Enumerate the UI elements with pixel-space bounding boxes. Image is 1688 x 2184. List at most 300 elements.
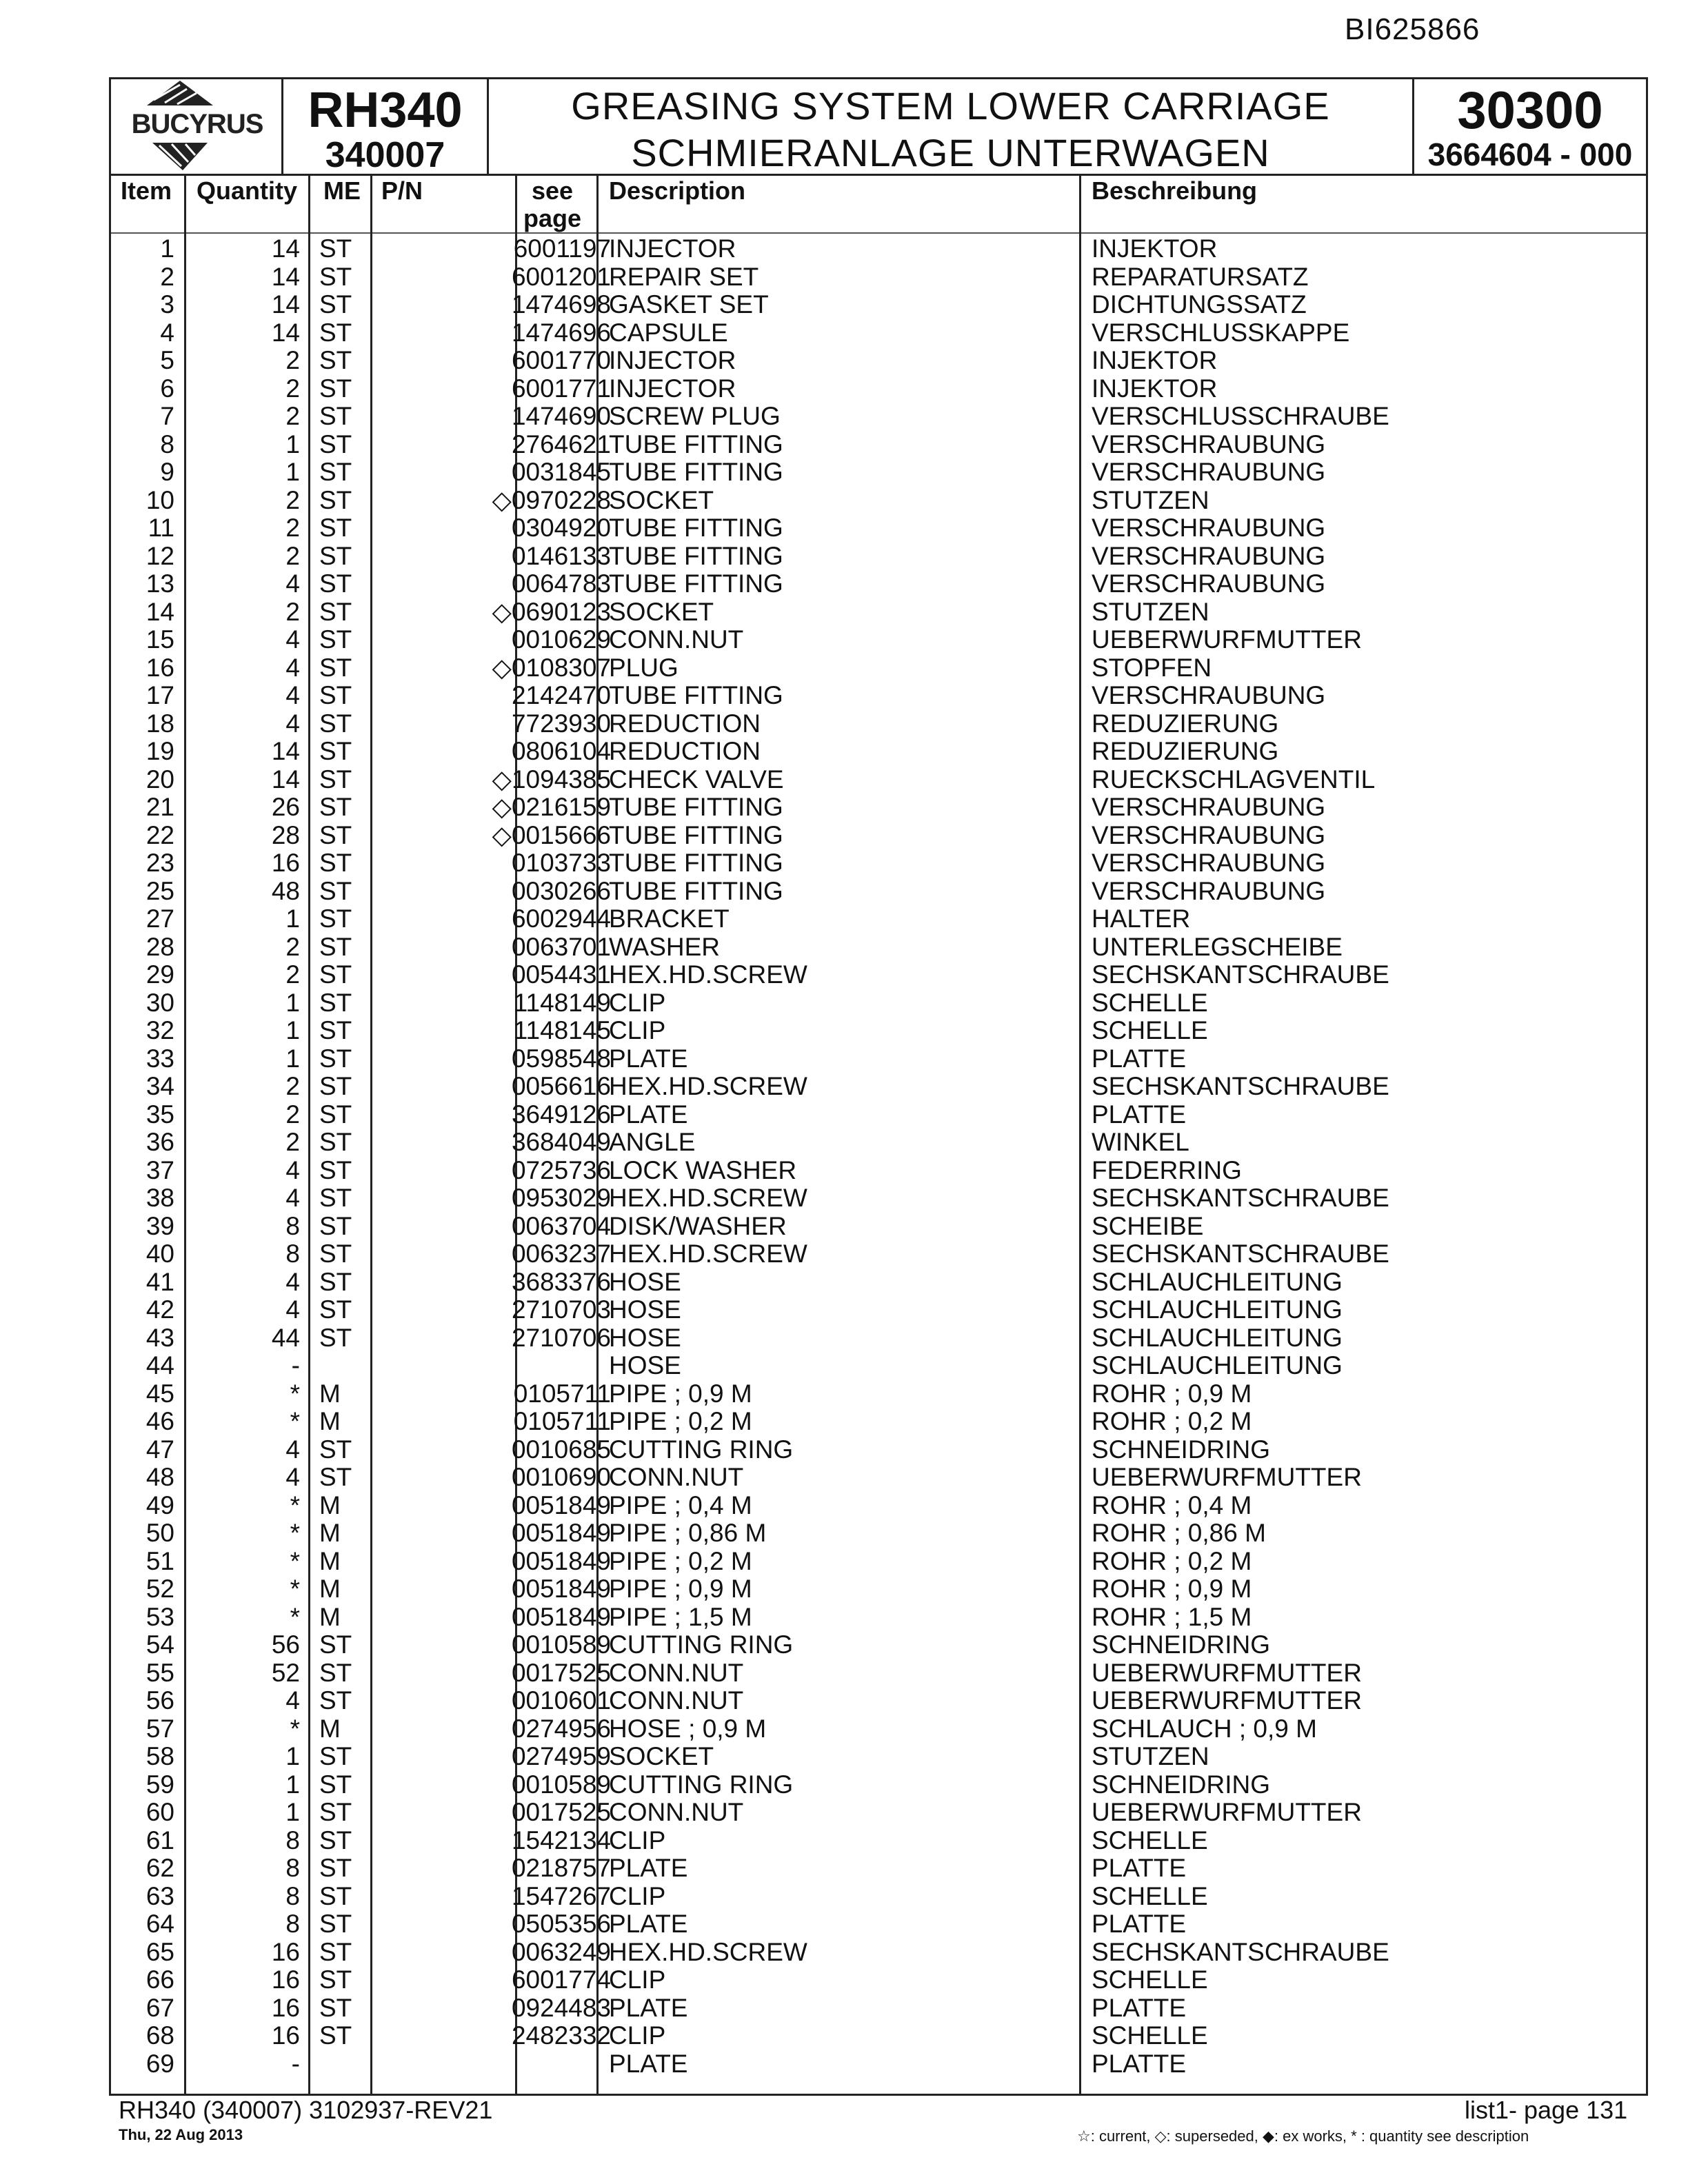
description-de: RUECKSCHLAGVENTIL	[1092, 765, 1376, 793]
item-number: 61	[145, 1826, 174, 1854]
description-de: PLATTE	[1092, 1910, 1187, 1938]
description-de: SECHSKANTSCHRAUBE	[1092, 1072, 1389, 1100]
part-number: 0054431	[511, 960, 611, 989]
description-de: VERSCHRAUBUNG	[1092, 514, 1326, 542]
description-de: SECHSKANTSCHRAUBE	[1092, 1240, 1389, 1268]
description-de: INJEKTOR	[1092, 374, 1218, 403]
part-number: 0051849	[511, 1490, 611, 1519]
item-number: 64	[145, 1910, 174, 1938]
description-en: CLIP	[609, 1016, 666, 1044]
description-de: SCHELLE	[1092, 1826, 1208, 1854]
description-en: CHECK VALVE	[609, 765, 784, 793]
table-row	[111, 1017, 1646, 1045]
unit: M	[319, 1379, 341, 1408]
item-number: 41	[145, 1267, 174, 1296]
unit: ST	[319, 960, 352, 989]
table-row	[111, 1883, 1646, 1911]
part-number: 0725736	[511, 1155, 611, 1184]
quantity: 14	[271, 290, 300, 318]
description-de: DICHTUNGSSATZ	[1092, 290, 1307, 318]
unit: ST	[319, 1798, 352, 1826]
table-row	[111, 2050, 1646, 2079]
description-en: ANGLE	[609, 1128, 696, 1156]
table-row	[111, 878, 1646, 906]
unit: ST	[319, 709, 352, 738]
document-id: BI625866	[1345, 12, 1480, 46]
description-en: PLATE	[609, 2049, 688, 2078]
col-header-see-page	[523, 176, 582, 232]
footer-page-number: list1- page 131	[1465, 2096, 1628, 2124]
description-de: VERSCHLUSSCHRAUBE	[1092, 402, 1389, 430]
quantity: 2	[285, 1128, 300, 1156]
table-row	[111, 1771, 1646, 1799]
quantity: 14	[271, 234, 300, 263]
item-number: 4	[160, 318, 174, 347]
quantity: 1	[285, 1016, 300, 1044]
table-row	[111, 626, 1646, 654]
description-de: ROHR ; 0,9 M	[1092, 1575, 1252, 1603]
quantity: 8	[285, 1826, 300, 1854]
quantity: 14	[271, 318, 300, 347]
description-en: CLIP	[609, 2021, 666, 2050]
unit: ST	[319, 1044, 352, 1073]
description-en: INJECTOR	[609, 346, 736, 374]
description-en: REDUCTION	[609, 709, 761, 738]
part-number: ◇0015666	[492, 820, 611, 849]
unit: ST	[319, 1240, 352, 1268]
unit: M	[319, 1714, 341, 1743]
unit: ST	[319, 737, 352, 765]
description-en: PLATE	[609, 1910, 688, 1938]
table-row	[111, 766, 1646, 794]
table-row	[111, 1687, 1646, 1715]
header-row	[111, 79, 1646, 176]
part-number: 2710703	[511, 1295, 611, 1324]
description-en: HOSE	[609, 1323, 681, 1352]
description-de: UEBERWURFMUTTER	[1092, 625, 1362, 654]
description-en: HEX.HD.SCREW	[609, 960, 807, 989]
item-number: 59	[145, 1770, 174, 1799]
part-number: 0010589	[511, 1630, 611, 1659]
description-de: STUTZEN	[1092, 1742, 1209, 1770]
unit: ST	[319, 1267, 352, 1296]
description-en: CUTTING RING	[609, 1435, 794, 1464]
description-de: VERSCHRAUBUNG	[1092, 541, 1326, 570]
description-de: SCHELLE	[1092, 2021, 1208, 2050]
table-row	[111, 1240, 1646, 1268]
item-number: 44	[145, 1351, 174, 1379]
header-divider	[111, 232, 1646, 234]
description-en: PLUG	[609, 653, 679, 682]
quantity: *	[290, 1379, 300, 1408]
description-de: SECHSKANTSCHRAUBE	[1092, 960, 1389, 989]
unit: ST	[319, 485, 352, 514]
part-number: 0010690	[511, 1463, 611, 1491]
quantity: 28	[271, 820, 300, 849]
item-number: 53	[145, 1602, 174, 1631]
unit: ST	[319, 1155, 352, 1184]
table-row	[111, 654, 1646, 682]
item-number: 60	[145, 1798, 174, 1826]
table-row	[111, 905, 1646, 933]
quantity: 2	[285, 541, 300, 570]
item-number: 6	[160, 374, 174, 403]
item-number: 62	[145, 1854, 174, 1882]
unit: ST	[319, 1128, 352, 1156]
unit: ST	[319, 234, 352, 263]
description-en: REDUCTION	[609, 737, 761, 765]
quantity: 1	[285, 458, 300, 486]
item-number: 48	[145, 1463, 174, 1491]
footer-date: Thu, 22 Aug 2013	[119, 2126, 243, 2143]
model-name: RH340	[308, 83, 463, 138]
quantity: 8	[285, 1854, 300, 1882]
item-number: 68	[145, 2021, 174, 2050]
item-number: 35	[145, 1100, 174, 1129]
description-en: TUBE FITTING	[609, 876, 783, 905]
unit: ST	[319, 262, 352, 291]
quantity: 16	[271, 1937, 300, 1966]
description-en: TUBE FITTING	[609, 820, 783, 849]
description-en: INJECTOR	[609, 234, 736, 263]
part-number: 7723930	[511, 709, 611, 738]
description-de: ROHR ; 1,5 M	[1092, 1602, 1252, 1631]
part-number: 6001774	[511, 1965, 611, 1994]
quantity: 8	[285, 1211, 300, 1240]
table-row	[111, 1184, 1646, 1213]
parts-list-frame	[109, 77, 1648, 2096]
item-number: 55	[145, 1658, 174, 1687]
description-en: REPAIR SET	[609, 262, 759, 291]
table-row	[111, 1910, 1646, 1939]
part-number: 0031845	[511, 458, 611, 486]
description-de: WINKEL	[1092, 1128, 1189, 1156]
unit: ST	[319, 904, 352, 933]
col-header-see: see	[531, 176, 574, 205]
part-number: 0010685	[511, 1435, 611, 1464]
part-number: 0063237	[511, 1240, 611, 1268]
quantity: *	[290, 1575, 300, 1603]
part-number: 0953029	[511, 1184, 611, 1212]
unit: ST	[319, 2021, 352, 2050]
description-en: CLIP	[609, 1881, 666, 1910]
unit: ST	[319, 625, 352, 654]
description-en: CAPSULE	[609, 318, 728, 347]
description-de: PLATTE	[1092, 1100, 1187, 1129]
part-number: 0146133	[511, 541, 611, 570]
table-row	[111, 1519, 1646, 1548]
description-en: TUBE FITTING	[609, 681, 783, 709]
table-row	[111, 1213, 1646, 1241]
table-row	[111, 1380, 1646, 1408]
part-number: 0063249	[511, 1937, 611, 1966]
part-number: 0924483	[511, 1993, 611, 2022]
quantity: 2	[285, 1100, 300, 1129]
quantity: 52	[271, 1658, 300, 1687]
description-de: SCHLAUCHLEITUNG	[1092, 1267, 1343, 1296]
description-de: UNTERLEGSCHEIBE	[1092, 932, 1343, 961]
item-number: 22	[145, 820, 174, 849]
model-cell	[283, 79, 489, 174]
description-en: HEX.HD.SCREW	[609, 1240, 807, 1268]
unit: ST	[319, 1463, 352, 1491]
description-en: PLATE	[609, 1044, 688, 1073]
table-row	[111, 403, 1646, 431]
table-row	[111, 710, 1646, 738]
description-en: SCREW PLUG	[609, 402, 781, 430]
quantity: 14	[271, 262, 300, 291]
description-en: TUBE FITTING	[609, 429, 783, 458]
description-de: SCHNEIDRING	[1092, 1770, 1271, 1799]
part-number: 0806104	[511, 737, 611, 765]
table-row	[111, 1548, 1646, 1576]
item-number: 40	[145, 1240, 174, 1268]
table-row	[111, 1101, 1646, 1129]
table-row	[111, 458, 1646, 487]
description-en: HEX.HD.SCREW	[609, 1937, 807, 1966]
unit: ST	[319, 988, 352, 1017]
part-number: 0105711	[513, 1407, 611, 1435]
col-header-quantity: Quantity	[197, 176, 298, 205]
quantity: 8	[285, 1910, 300, 1938]
description-en: PLATE	[609, 1854, 688, 1882]
description-en: PIPE ; 0,86 M	[609, 1519, 767, 1547]
unit: ST	[319, 1658, 352, 1687]
unit: ST	[319, 1937, 352, 1966]
quantity: 2	[285, 485, 300, 514]
part-number: 0051849	[511, 1575, 611, 1603]
part-number: 6001771	[511, 374, 611, 403]
table-row	[111, 1575, 1646, 1604]
unit: ST	[319, 932, 352, 961]
col-header-me: ME	[323, 176, 361, 205]
quantity: 4	[285, 1435, 300, 1464]
quantity: *	[290, 1490, 300, 1519]
item-number: 46	[145, 1407, 174, 1435]
description-de: ROHR ; 0,86 M	[1092, 1519, 1266, 1547]
unit: ST	[319, 318, 352, 347]
part-number: 3683376	[511, 1267, 611, 1296]
unit: ST	[319, 514, 352, 542]
unit: ST	[319, 820, 352, 849]
item-number: 15	[145, 625, 174, 654]
quantity: *	[290, 1546, 300, 1575]
unit: ST	[319, 541, 352, 570]
unit: M	[319, 1407, 341, 1435]
part-number: 6001197	[513, 234, 611, 263]
description-en: LOCK WASHER	[609, 1155, 797, 1184]
item-number: 1	[160, 234, 174, 263]
table-row	[111, 1045, 1646, 1073]
quantity: *	[290, 1407, 300, 1435]
item-number: 49	[145, 1490, 174, 1519]
table-row	[111, 347, 1646, 375]
description-en: SOCKET	[609, 485, 714, 514]
description-de: ROHR ; 0,2 M	[1092, 1407, 1252, 1435]
description-de: STUTZEN	[1092, 485, 1209, 514]
group-number-cell	[1414, 79, 1646, 174]
unit: ST	[319, 1016, 352, 1044]
unit: M	[319, 1519, 341, 1547]
quantity: 2	[285, 514, 300, 542]
description-en: INJECTOR	[609, 374, 736, 403]
quantity: 26	[271, 793, 300, 821]
item-number: 33	[145, 1044, 174, 1073]
table-row	[111, 1157, 1646, 1185]
item-number: 18	[145, 709, 174, 738]
part-number: 6002944	[511, 904, 611, 933]
quantity: *	[290, 1714, 300, 1743]
description-de: FEDERRING	[1092, 1155, 1242, 1184]
description-de: PLATTE	[1092, 1993, 1187, 2022]
table-row	[111, 319, 1646, 347]
col-header-beschreibung: Beschreibung	[1092, 176, 1258, 205]
part-number: 0218757	[511, 1854, 611, 1882]
description-en: TUBE FITTING	[609, 514, 783, 542]
quantity: 14	[271, 737, 300, 765]
table-row	[111, 375, 1646, 403]
part-number: 0103733	[511, 849, 611, 877]
quantity: 16	[271, 849, 300, 877]
unit: M	[319, 1546, 341, 1575]
item-number: 30	[145, 988, 174, 1017]
item-number: 42	[145, 1295, 174, 1324]
unit: ST	[319, 1770, 352, 1799]
description-de: VERSCHRAUBUNG	[1092, 569, 1326, 598]
quantity: 16	[271, 2021, 300, 2050]
description-de: SCHEIBE	[1092, 1211, 1204, 1240]
unit: ST	[319, 876, 352, 905]
part-number: 2764621	[511, 429, 611, 458]
description-de: ROHR ; 0,9 M	[1092, 1379, 1252, 1408]
group-number: 30300	[1457, 81, 1603, 140]
quantity: 4	[285, 1184, 300, 1212]
part-number: 0505356	[511, 1910, 611, 1938]
part-number: 6001770	[511, 346, 611, 374]
item-number: 17	[145, 681, 174, 709]
table-row	[111, 1464, 1646, 1492]
unit: ST	[319, 1295, 352, 1324]
item-number: 8	[160, 429, 174, 458]
unit: ST	[319, 1072, 352, 1100]
part-number: 0105711	[513, 1379, 611, 1408]
description-en: GASKET SET	[609, 290, 769, 318]
table-row	[111, 822, 1646, 850]
item-number: 12	[145, 541, 174, 570]
item-number: 2	[160, 262, 174, 291]
description-de: VERSCHRAUBUNG	[1092, 429, 1326, 458]
quantity: 4	[285, 1267, 300, 1296]
item-number: 34	[145, 1072, 174, 1100]
part-number: ◇0216159	[492, 793, 611, 821]
item-number: 28	[145, 932, 174, 961]
table-row	[111, 1827, 1646, 1855]
part-number: 0274959	[511, 1742, 611, 1770]
description-en: PIPE ; 0,9 M	[609, 1379, 752, 1408]
unit: ST	[319, 1323, 352, 1352]
table-row	[111, 291, 1646, 319]
item-number: 25	[145, 876, 174, 905]
part-number: 1148145	[513, 1016, 611, 1044]
title-german: SCHMIERANLAGE UNTERWAGEN	[631, 131, 1270, 174]
unit: ST	[319, 374, 352, 403]
description-de: ROHR ; 0,2 M	[1092, 1546, 1252, 1575]
unit: ST	[319, 1435, 352, 1464]
description-de: ROHR ; 0,4 M	[1092, 1490, 1252, 1519]
unit: ST	[319, 1826, 352, 1854]
bucyrus-logo	[111, 79, 283, 174]
table-row	[111, 1296, 1646, 1324]
quantity: 44	[271, 1323, 300, 1352]
description-de: INJEKTOR	[1092, 234, 1218, 263]
table-row	[111, 1743, 1646, 1771]
description-en: PIPE ; 1,5 M	[609, 1602, 752, 1631]
description-en: SOCKET	[609, 597, 714, 626]
item-number: 14	[145, 597, 174, 626]
table-row	[111, 1352, 1646, 1380]
title-cell	[489, 79, 1414, 174]
table-row	[111, 1966, 1646, 1994]
description-de: PLATTE	[1092, 1044, 1187, 1073]
description-de: UEBERWURFMUTTER	[1092, 1463, 1362, 1491]
unit: ST	[319, 429, 352, 458]
description-de: SCHLAUCHLEITUNG	[1092, 1323, 1343, 1352]
description-en: PIPE ; 0,2 M	[609, 1407, 752, 1435]
table-row	[111, 1268, 1646, 1297]
description-en: PIPE ; 0,4 M	[609, 1490, 752, 1519]
table-row	[111, 1129, 1646, 1157]
description-de: SCHLAUCHLEITUNG	[1092, 1351, 1343, 1379]
table-row	[111, 1436, 1646, 1464]
quantity: 2	[285, 597, 300, 626]
item-number: 57	[145, 1714, 174, 1743]
quantity: 16	[271, 1965, 300, 1994]
description-en: CUTTING RING	[609, 1630, 794, 1659]
unit: ST	[319, 1854, 352, 1882]
table-row	[111, 793, 1646, 822]
table-row	[111, 2022, 1646, 2050]
unit: ST	[319, 1686, 352, 1715]
col-header-item: Item	[121, 176, 172, 205]
description-en: SOCKET	[609, 1742, 714, 1770]
table-row	[111, 1324, 1646, 1353]
quantity: 8	[285, 1881, 300, 1910]
quantity: 56	[271, 1630, 300, 1659]
part-number: 3649126	[511, 1100, 611, 1129]
description-de: INJEKTOR	[1092, 346, 1218, 374]
part-number: 0051849	[511, 1602, 611, 1631]
description-de: SCHELLE	[1092, 1016, 1208, 1044]
description-en: CUTTING RING	[609, 1770, 794, 1799]
item-number: 51	[145, 1546, 174, 1575]
description-en: HOSE ; 0,9 M	[609, 1714, 767, 1743]
item-number: 5	[160, 346, 174, 374]
description-en: HOSE	[609, 1295, 681, 1324]
description-de: SCHELLE	[1092, 1965, 1208, 1994]
description-en: TUBE FITTING	[609, 458, 783, 486]
logo-cell	[111, 79, 283, 174]
quantity: 1	[285, 1798, 300, 1826]
description-en: WASHER	[609, 932, 721, 961]
quantity: 2	[285, 960, 300, 989]
unit: ST	[319, 1993, 352, 2022]
item-number: 7	[160, 402, 174, 430]
item-number: 58	[145, 1742, 174, 1770]
part-number: 1474696	[511, 318, 611, 347]
description-en: CONN.NUT	[609, 1798, 744, 1826]
part-number: 0063704	[511, 1211, 611, 1240]
quantity: 1	[285, 988, 300, 1017]
